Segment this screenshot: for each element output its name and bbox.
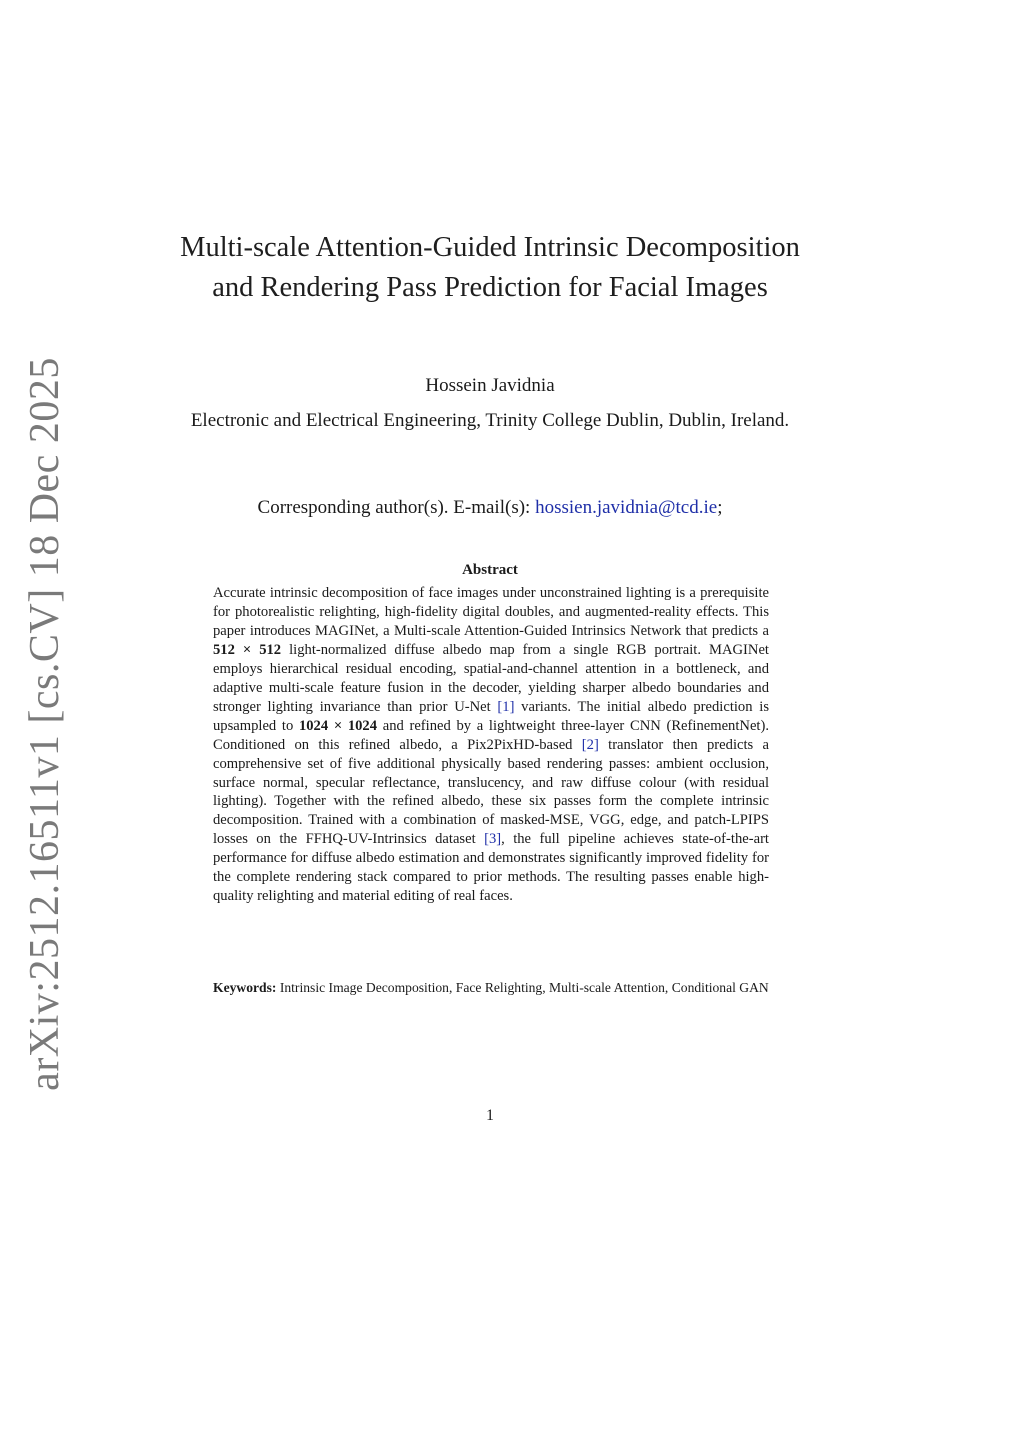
abstract-resolution-1024: 1024 × 1024 xyxy=(298,717,378,734)
corresponding-author-line xyxy=(170,496,810,520)
abstract-resolution-512: 512 × 512 xyxy=(213,641,282,658)
author-affiliation: Electronic and Electrical Engineering, Trinity College Dublin, Dublin, Ireland. xyxy=(190,410,790,431)
author-name: Hossein Javidnia xyxy=(425,375,555,396)
abstract-heading: Abstract xyxy=(462,562,518,578)
citation-link-1[interactable]: [1] xyxy=(497,698,515,715)
author-email-link[interactable]: hossien.javidnia@tcd.ie xyxy=(535,497,718,518)
citation-link-2[interactable]: [2] xyxy=(581,736,599,753)
arxiv-identifier-stamp: arXiv:2512.16511v1 [cs.CV] 18 Dec 2025 xyxy=(22,357,68,1091)
abstract-body xyxy=(213,584,769,906)
abstract-text-5: translator then predicts a comprehensive set of five additional physically based rendering passes: ambient occlusion, surface normal, specular reflectance, translucency, and raw diffuse colour (with residual lighting). Together with the refined albedo, these six passes form the complete intrinsic decomposition. Trained with a combination of masked-MSE, VGG, edge, and patch-LPIPS losses on the FFHQ-UV-Intrinsics dataset xyxy=(213,736,769,848)
abstract-text-3: variants. The initial albedo prediction is upsampled to xyxy=(213,698,769,734)
corresponding-suffix: ; xyxy=(717,497,723,518)
keywords-label: Keywords: xyxy=(213,980,277,995)
paper-title: Multi-scale Attention-Guided Intrinsic Decomposition and Rendering Pass Prediction for Facial Images xyxy=(180,232,800,303)
citation-link-3[interactable]: [3] xyxy=(484,831,502,848)
page-number: 1 xyxy=(486,1107,494,1124)
keywords-section xyxy=(213,979,769,996)
abstract-text-1: Accurate intrinsic decomposition of face images under unconstrained lighting is a prerequisite for photorealistic relighting, high-fidelity digital doubles, and augmented-reality effects. This paper introduces MAGINet, a Multi-scale Attention-Guided Intrinsics Network that predicts a xyxy=(213,585,769,639)
abstract-text-2: light-normalized diffuse albedo map from a single RGB portrait. MAGINet employs hierarchical residual encoding, spatial-and-channel attention in a bottleneck, and adaptive multi-scale feature fusion in the decoder, yielding sharper albedo boundaries and stronger lighting invariance than prior U-Net xyxy=(213,641,769,715)
corresponding-label: Corresponding author(s). E-mail(s): xyxy=(257,497,531,518)
keywords-text: Intrinsic Image Decomposition, Face Relighting, Multi-scale Attention, Conditional GAN xyxy=(276,980,769,995)
abstract-text-6: , the full pipeline achieves state-of-the-art performance for diffuse albedo estimation and demonstrates significantly improved fidelity for the complete rendering stack compared to prior methods. The resulting passes enable high-quality relighting and material editing of real faces. xyxy=(213,831,769,905)
abstract-text-4: and refined by a lightweight three-layer CNN (RefinementNet). Conditioned on this refined albedo, a Pix2PixHD-based xyxy=(213,717,769,753)
